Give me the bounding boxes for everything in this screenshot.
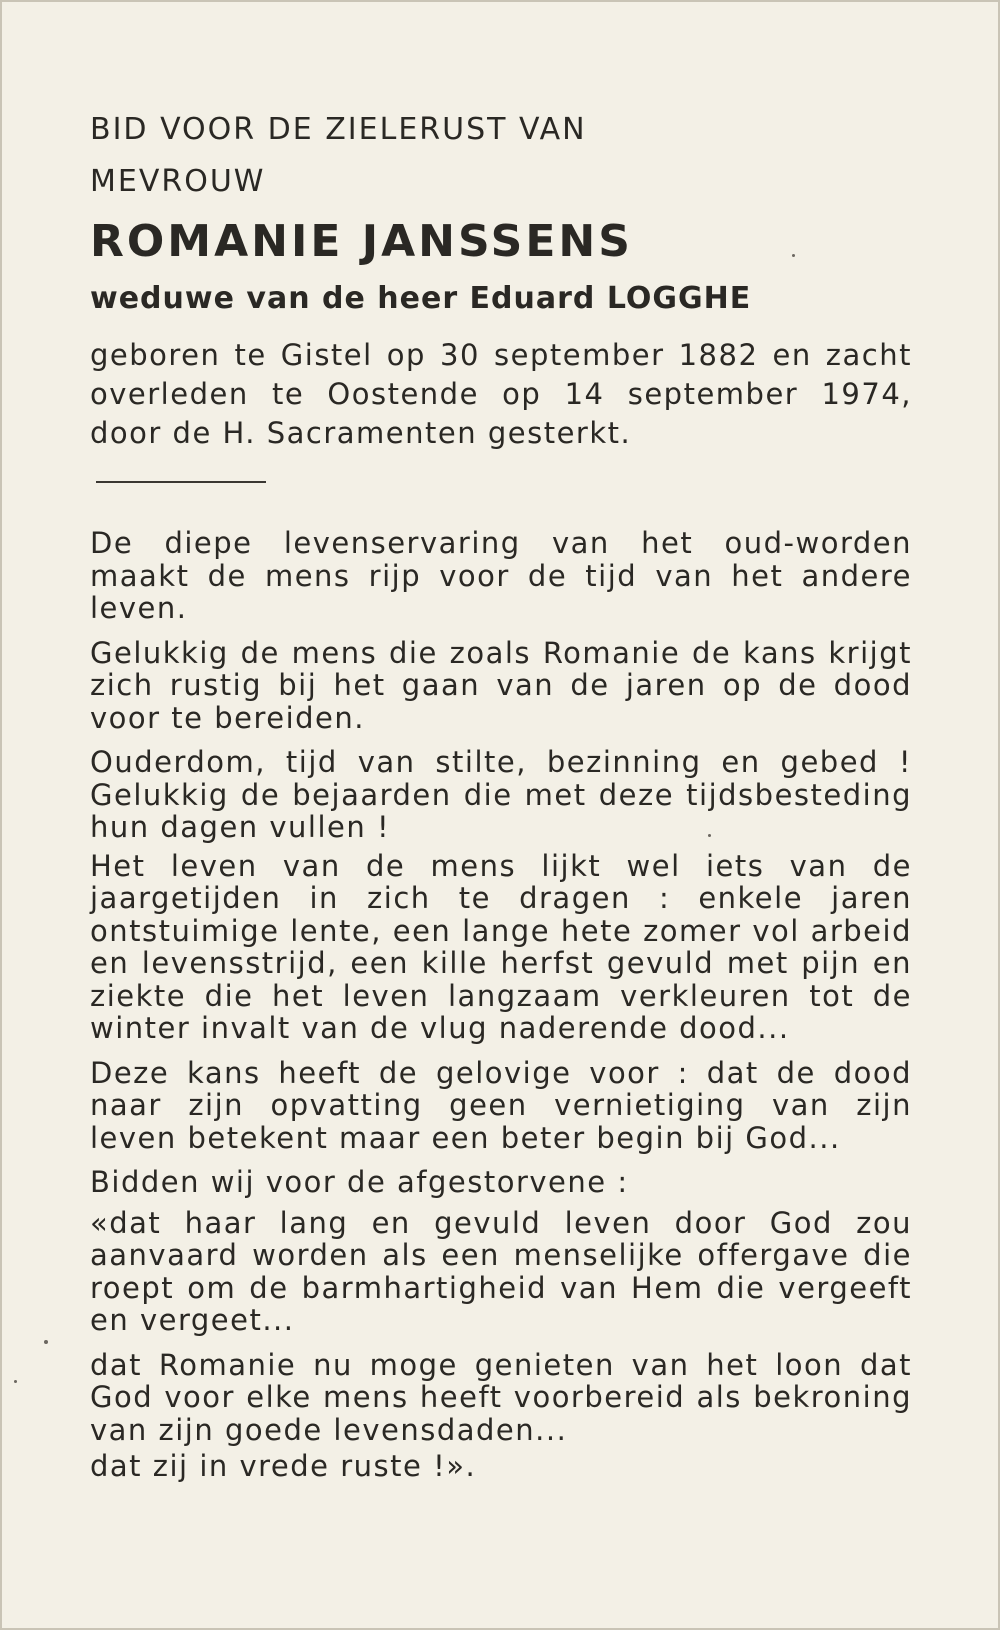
- honorific: MEVROUW: [90, 164, 266, 199]
- paper-speck: [792, 254, 795, 257]
- paragraph: De diepe levenservaring van het oud-worden maakt de mens rijp voor de tijd van het andere leven.: [90, 526, 912, 625]
- divider-line: [96, 481, 266, 483]
- reflection-text: [90, 527, 912, 1483]
- paper-speck: [44, 1340, 48, 1344]
- widow-of-line: weduwe van de heer Eduard LOGGHE: [90, 281, 752, 316]
- paragraph: Bidden wij voor de afgestorvene :: [90, 1165, 629, 1199]
- paragraph: Ouderdom, tijd van stilte, bezinning en gebed ! Gelukkig de bejaarden die met deze tijdsbesteding hun dagen vullen !: [90, 745, 912, 844]
- card-content: [90, 110, 912, 1495]
- birth-death-details: geboren te Gistel op 30 september 1882 en zacht overleden te Oostende op 14 september 1974, door de H. Sacramenten gesterkt.: [90, 338, 912, 450]
- paragraph: Het leven van de mens lijkt wel iets van de jaargetijden in zich te dragen : enkele jaren ontstuimige lente, een lange hete zomer vol arbeid en levensstrijd, een kille herfst gevuld met pijn en ziekte die het leven langzaam verkleuren tot de winter invalt van de vlug naderende dood...: [90, 848, 912, 1045]
- prayer-paragraph: dat Romanie nu moge genieten van het loon dat God voor elke mens heeft voorbereid als bekroning van zijn goede levensdaden...: [90, 1347, 912, 1447]
- paper-speck: [14, 1380, 17, 1383]
- deceased-name: ROMANIE JANSSENS: [90, 216, 633, 267]
- prayer-heading: BID VOOR DE ZIELERUST VAN: [90, 112, 587, 147]
- closing-line: dat zij in vrede ruste !».: [90, 1449, 477, 1483]
- paper-speck: [708, 834, 711, 837]
- paragraph: Deze kans heeft de gelovige voor : dat de dood naar zijn opvatting geen vernietiging van zijn leven betekent maar een beter begin bij God...: [90, 1055, 912, 1155]
- prayer-paragraph: «dat haar lang en gevuld leven door God zou aanvaard worden als een menselijke offergave die roept om de barmhartigheid van Hem die vergeeft en vergeet...: [90, 1205, 912, 1337]
- paragraph: Gelukkig de mens die zoals Romanie de kans krijgt zich rustig bij het gaan van de jaren op de dood voor te bereiden.: [90, 635, 912, 735]
